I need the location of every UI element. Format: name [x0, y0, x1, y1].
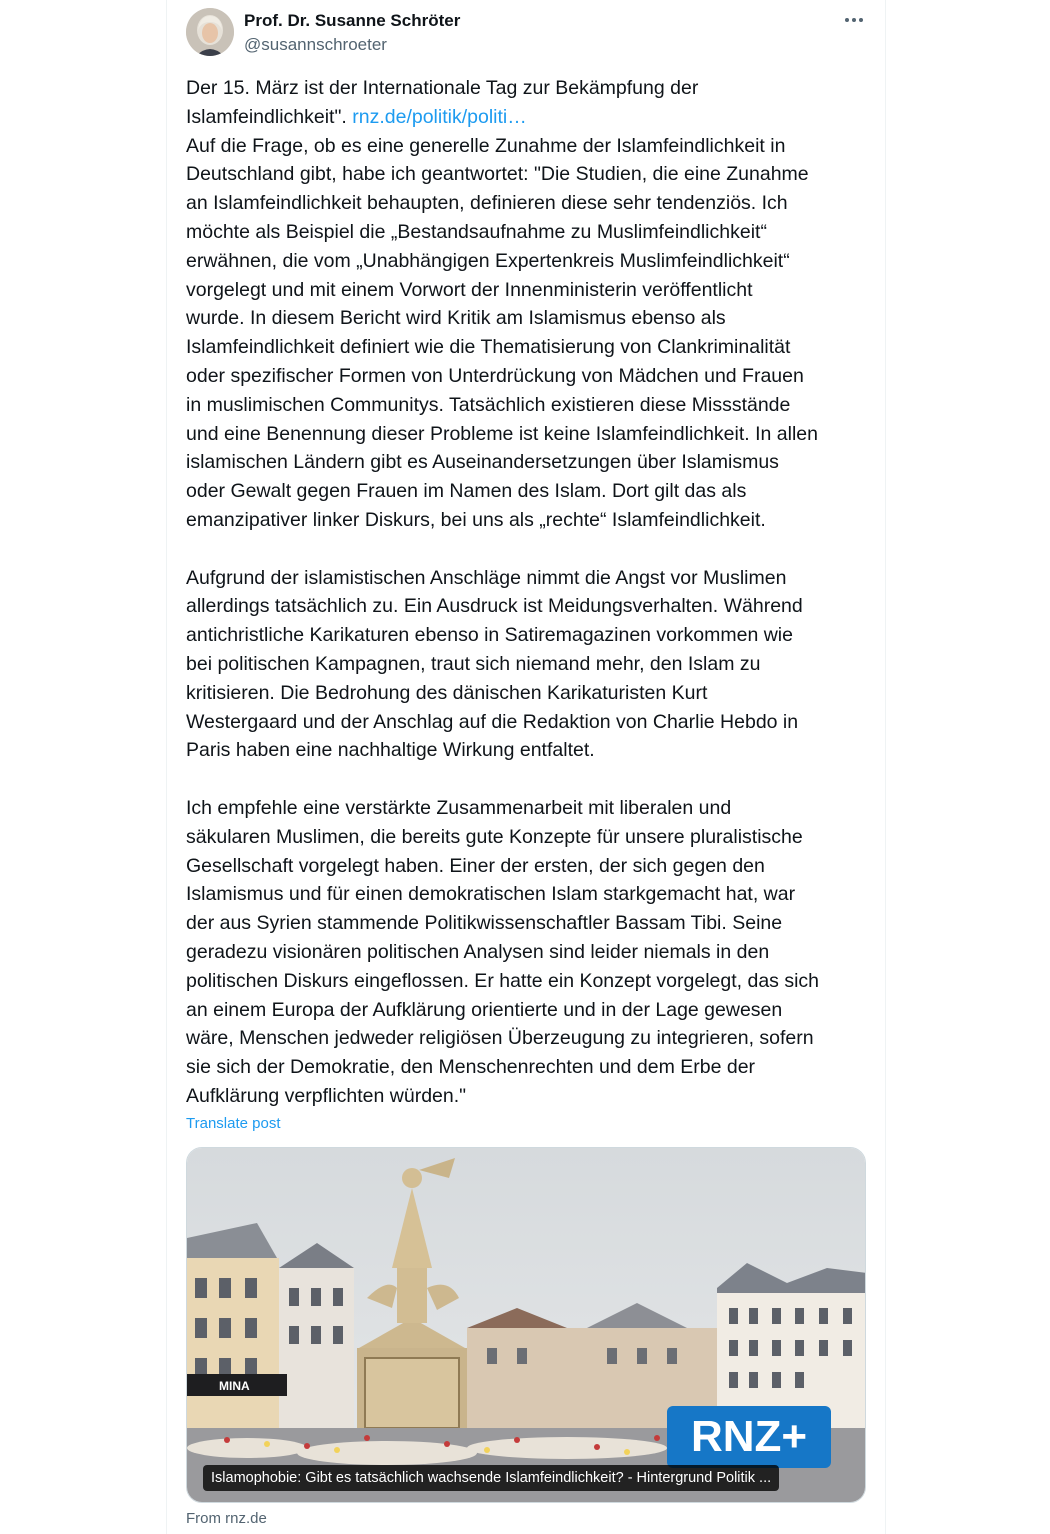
post-line: oder spezifischer Formen von Unterdrückung von Mädchen und Frauen	[186, 364, 804, 387]
post-line: islamischen Ländern gibt es Auseinandersetzungen über Islamismus	[186, 451, 779, 474]
link-card[interactable]	[186, 1147, 866, 1503]
post-line: antichristliche Karikaturen ebenso in Satiremagazinen vorkommen wie	[186, 624, 793, 647]
post-line: Aufklärung verpflichten würden."	[186, 1084, 467, 1107]
post-line: Islamfeindlichkeit". rnz.de/politik/politi…	[186, 105, 527, 128]
post-line: kritisieren. Die Bedrohung des dänischen Karikaturisten Kurt	[186, 681, 708, 704]
post-line: vorgelegt und mit einem Vorwort der Innenministerin veröffentlicht	[186, 278, 753, 301]
post-line: bei politischen Kampagnen, traut sich niemand mehr, den Islam zu	[186, 652, 761, 675]
post-line: säkularen Muslimen, die bereits gute Konzepte für unsere pluralistische	[186, 825, 803, 848]
post-line: Islamismus und für einen demokratischen Islam starkgemacht hat, war	[186, 883, 796, 906]
post-line: Der 15. März ist der Internationale Tag zur Bekämpfung der	[186, 77, 699, 99]
author-handle[interactable]: @susannschroeter	[244, 35, 387, 54]
more-horizontal-icon	[845, 18, 863, 22]
card-source[interactable]: From rnz.de	[186, 1510, 267, 1527]
rnz-badge-text: RNZ+	[690, 1412, 808, 1461]
post-line: möchte als Beispiel die „Bestandsaufnahme zu Muslimfeindlichkeit“	[186, 220, 767, 243]
post-line: politischen Diskurs eingeflossen. Er hatte ein Konzept vorgelegt, das sich	[186, 969, 820, 992]
post-line: wäre, Menschen jedweder religiösen Überzeugung zu integrieren, sofern	[186, 1027, 814, 1050]
post-line: Gesellschaft vorgelegt haben. Einer der ersten, der sich gegen den	[186, 854, 765, 877]
post-line: und eine Benennung dieser Probleme ist keine Islamfeindlichkeit. In allen	[186, 422, 818, 445]
avatar[interactable]	[186, 8, 234, 56]
post-line: Ich empfehle eine verstärkte Zusammenarbeit mit liberalen und	[186, 796, 732, 819]
post-line: geradezu visionären politischen Analysen sind leider niemals in den	[186, 940, 770, 963]
post-line: Auf die Frage, ob es eine generelle Zunahme der Islamfeindlichkeit in	[186, 134, 786, 157]
post-line: Paris haben eine nachhaltige Wirkung entfaltet.	[186, 739, 595, 762]
post-line: oder Gewalt gegen Frauen im Namen des Islam. Dort gilt das als	[186, 480, 747, 503]
card-title[interactable]: Islamophobie: Gibt es tatsächlich wachsende Islamfeindlichkeit? - Hintergrund Politik ...	[203, 1465, 779, 1491]
post-line: an Islamfeindlichkeit behaupten, definieren diese sehr tendenziös. Ich	[186, 192, 788, 215]
post-line: Deutschland gibt, habe ich geantwortet: "Die Studien, die eine Zunahme	[186, 163, 809, 186]
post-line: wurde. In diesem Bericht wird Kritik am Islamismus ebenso als	[186, 307, 726, 330]
post-line: Islamfeindlichkeit definiert wie die Thematisierung von Clankriminalität	[186, 336, 791, 359]
author-name[interactable]: Prof. Dr. Susanne Schröter	[244, 11, 461, 30]
avatar-image	[186, 8, 234, 56]
more-options-button[interactable]	[838, 6, 870, 34]
post-line: erwähnen, die vom „Unabhängigen Expertenkreis Muslimfeindlichkeit“	[186, 249, 790, 272]
article-link[interactable]: rnz.de/politik/politi…	[352, 105, 527, 128]
post-line: emanzipativer linker Diskurs, bei uns als „rechte“ Islamfeindlichkeit.	[186, 508, 766, 531]
card-image	[187, 1148, 866, 1503]
shop-sign-text: MINA	[219, 1379, 250, 1393]
post-line: Aufgrund der islamistischen Anschläge nimmt die Angst vor Muslimen	[186, 566, 787, 589]
post-line: an einem Europa der Aufklärung orientierte und in der Lage gewesen	[186, 998, 783, 1021]
post-line: in muslimischen Communitys. Tatsächlich existieren diese Missstände	[186, 393, 791, 416]
translate-post-button[interactable]: Translate post	[186, 1115, 281, 1132]
post-line: der aus Syrien stammende Politikwissenschaftler Bassam Tibi. Seine	[186, 912, 783, 935]
post-line: Westergaard und der Anschlag auf die Redaktion von Charlie Hebdo in	[186, 710, 799, 733]
post-text	[186, 74, 870, 1111]
paragraph-gap	[186, 535, 870, 564]
post-line: sie sich der Demokratie, den Menschenrechten und dem Erbe der	[186, 1056, 756, 1079]
paragraph-gap	[186, 765, 870, 794]
post-line: allerdings tatsächlich zu. Ein Ausdruck ist Meidungsverhalten. Während	[186, 595, 803, 618]
